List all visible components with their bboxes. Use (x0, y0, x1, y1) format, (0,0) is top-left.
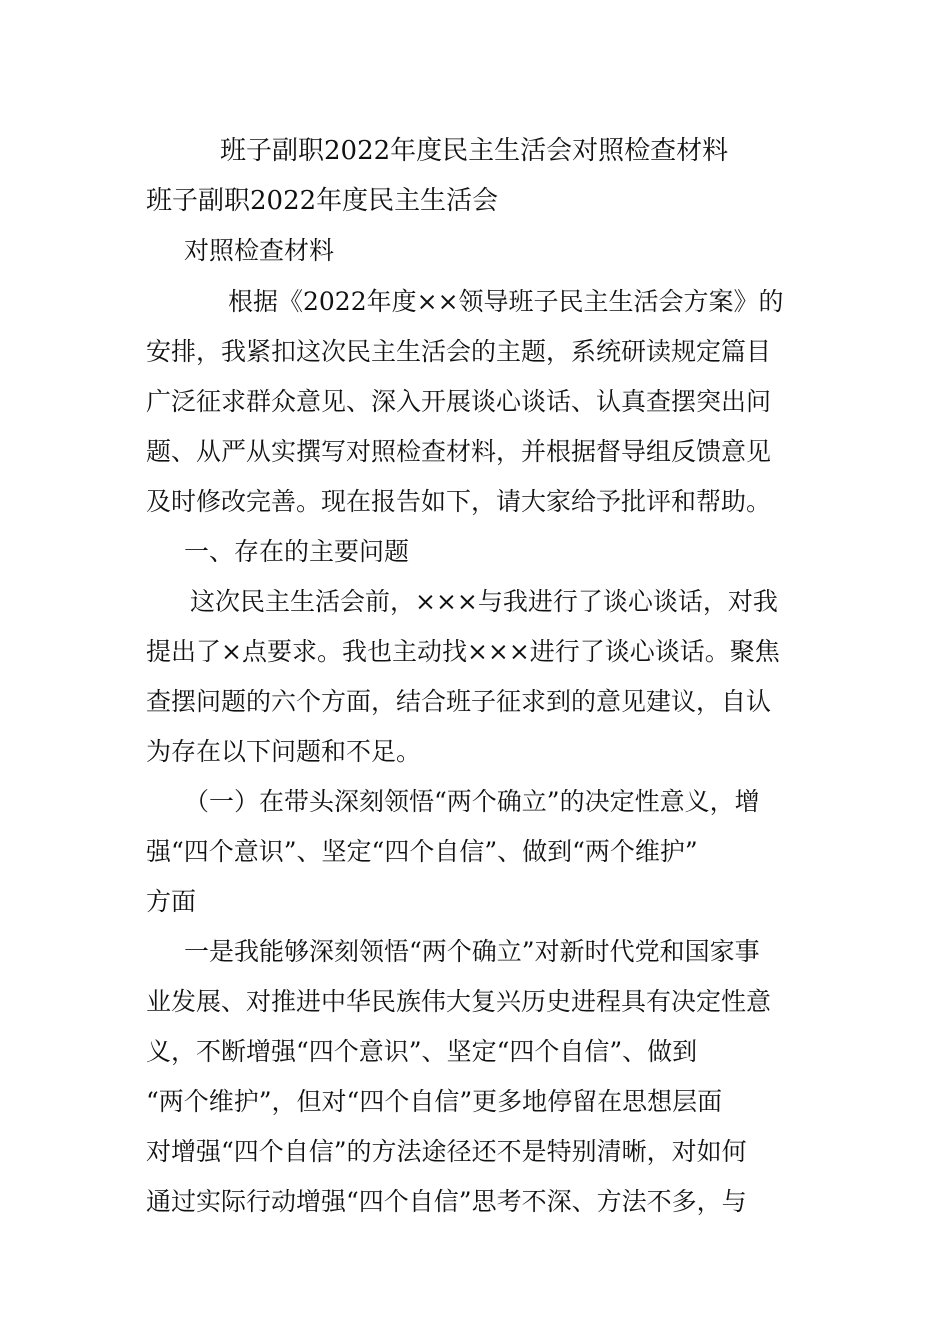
point-1-paragraph-line: 业发展、对推进中华民族伟大复兴历史进程具有决定性意 (146, 987, 772, 1016)
section-1-paragraph-line: 这次民主生活会前，×××与我进行了谈心谈话，对我 (190, 587, 778, 616)
point-1-paragraph-line: 一是我能够深刻领悟“两个确立”对新时代党和国家事 (184, 937, 760, 966)
intro-line: 广泛征求群众意见、深入开展谈心谈话、认真查摆突出问 (146, 387, 772, 416)
section-1-paragraph-line: 提出了×点要求。我也主动找×××进行了谈心谈话。聚焦 (146, 637, 780, 666)
subtitle-line-2: 对照检查材料 (184, 236, 335, 265)
point-1-paragraph-line: 义，不断增强“四个意识”、坚定“四个自信”、做到 (146, 1037, 698, 1066)
intro-line: 题、从严从实撰写对照检查材料，并根据督导组反馈意见 (146, 437, 772, 466)
document-title: 班子副职2022年度民主生活会对照检查材料 (220, 136, 729, 166)
intro-line: 安排，我紧扣这次民主生活会的主题，系统研读规定篇目 (146, 337, 772, 366)
subsection-1-heading-line: 强“四个意识”、坚定“四个自信”、做到“两个维护” (146, 837, 698, 866)
intro-line: 及时修改完善。现在报告如下，请大家给予批评和帮助。 (146, 487, 772, 516)
subsection-1-heading-line: （一）在带头深刻领悟“两个确立”的决定性意义，增 (184, 787, 760, 816)
section-1-paragraph-line: 为存在以下问题和不足。 (146, 737, 422, 766)
point-1-paragraph-line: 通过实际行动增强“四个自信”思考不深、方法不多，与 (146, 1187, 747, 1216)
section-1-heading: 一、存在的主要问题 (184, 537, 410, 566)
section-1-paragraph-line: 查摆问题的六个方面，结合班子征求到的意见建议，自认 (146, 687, 772, 716)
point-1-paragraph-line: “两个维护”，但对“四个自信”更多地停留在思想层面 (146, 1087, 723, 1116)
subsection-1-heading-line: 方面 (146, 887, 197, 916)
point-1-paragraph-line: 对增强“四个自信”的方法途径还不是特别清晰，对如何 (146, 1137, 747, 1166)
intro-line: 根据《2022年度××领导班子民主生活会方案》的 (228, 287, 784, 316)
subtitle-line-1: 班子副职2022年度民主生活会 (146, 186, 499, 216)
